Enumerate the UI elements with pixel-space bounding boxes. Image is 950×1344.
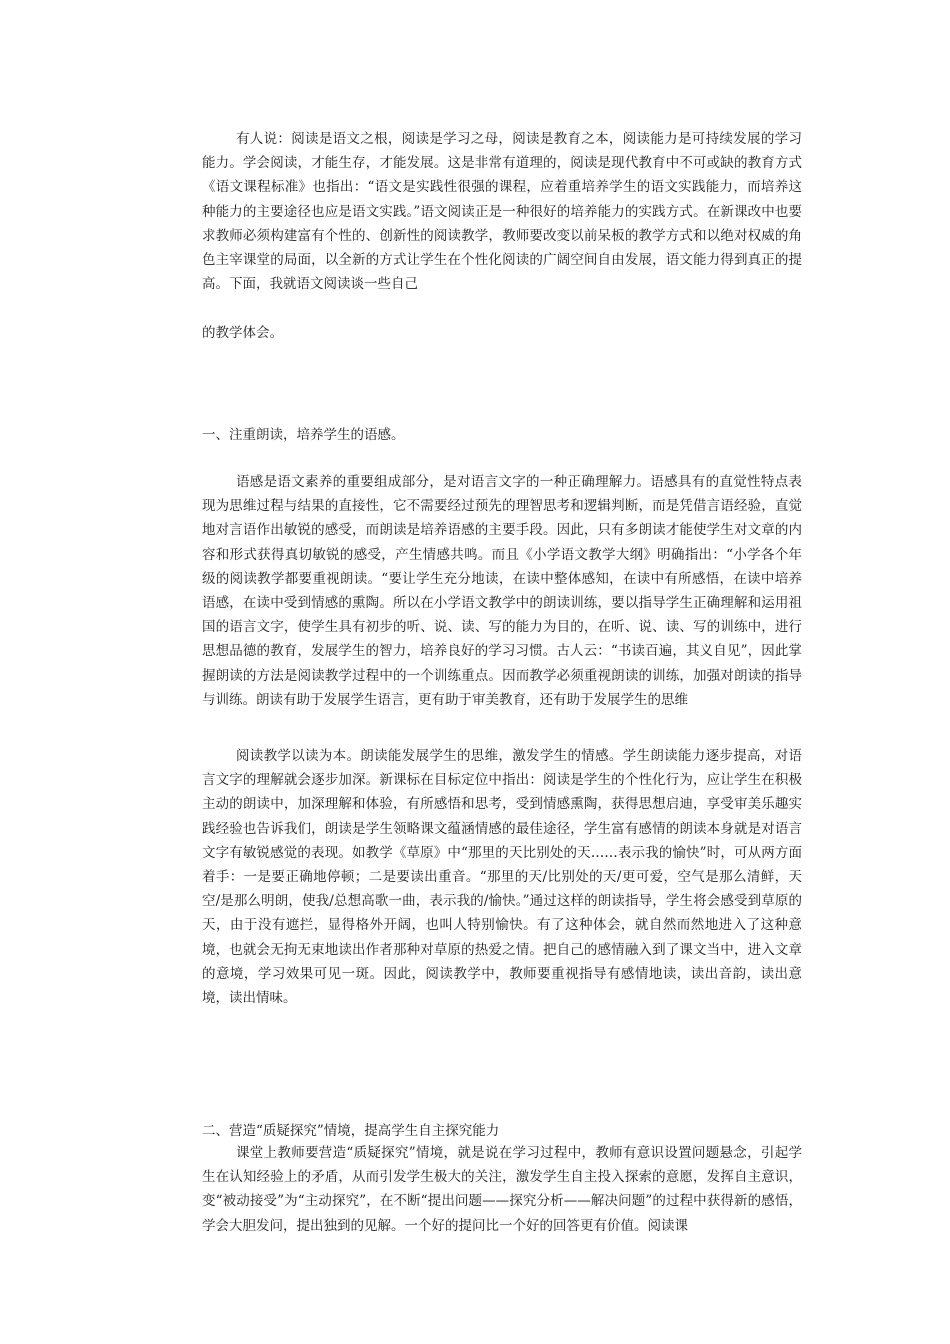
section-heading-1: 一、注重朗读，培养学生的语感。: [202, 427, 405, 443]
intro-paragraph-tail: 的教学体会。: [202, 325, 283, 341]
section-heading-2: 二、营造“质疑探究”情境，提高学生自主探究能力: [202, 1123, 500, 1139]
section-1-paragraph-1: 语感是语文素养的重要组成部分，是对语言文字的一种正确理解力。语感具有的直觉性特点表现为思维过程与结果的直接性，它不需要经过预先的理智思考和逻辑判断，而是凭借言语经验，直觉地对言语作出敏锐的感受，而朗读是培养语感的主要手段。因此，只有多朗读才能使学生对文章的内容和形式获得真切敏锐的感受，产生情感共鸣。而且《小学语文教学大纲》明确指出：“小学各个年级的阅读教学都要重视朗读。“要让学生充分地读，在读中整体感知，在读中有所感悟，在读中培养语感，在读中受到情感的熏陶。所以在小学语文教学中的朗读训练，要以指导学生正确理解和运用祖国的语言文字，使学生具有初步的听、说、读、写的能力为目的，在听、说、读、写的训练中，进行思想品德的教育，发展学生的智力，培养良好的学习习惯。古人云：“书读百遍，其义自见”，因此掌握朗读的方法是阅读教学过程中的一个训练重点。因而教学必须重视朗读的训练，加强对朗读的指导与训练。朗读有助于发展学生语言，更有助于审美教育，还有助于发展学生的思维: [202, 474, 802, 708]
intro-paragraph: 有人说：阅读是语文之根，阅读是学习之母，阅读是教育之本，阅读能力是可持续发展的学习能力。学会阅读，才能生存，才能发展。这是非常有道理的，阅读是现代教育中不可或缺的教育方式《语文课程标准》也指出：“语文是实践性很强的课程，应着重培养学生的语文实践能力，而培养这种能力的主要途径也应是语文实践。”语文阅读正是一种很好的培养能力的实践方式。在新课改中也要求教师必须构建富有个性的、创新性的阅读教学，教师要改变以前呆板的教学方式和以绝对权威的角色主宰课堂的局面，以全新的方式让学生在个性化阅读的广阔空间自由发展，语文能力得到真正的提高。下面，我就语文阅读谈一些自己: [202, 131, 802, 293]
section-1-paragraph-2: 阅读教学以读为本。朗读能发展学生的思维，激发学生的情感。学生朗读能力逐步提高，对语言文字的理解就会逐步加深。新课标在目标定位中指出：阅读是学生的个性化行为，应让学生在积极主动的朗读中，加深理解和体验，有所感悟和思考，受到情感熏陶，获得思想启迪，享受审美乐趣实践经验也告诉我们，朗读是学生领略课文蕴涵情感的最佳途径，学生富有感情的朗读本身就是对语言文字有敏锐感觉的表现。如教学《草原》中“那里的天比别处的天……表示我的愉快”时，可从两方面着手：一是要正确地停顿；二是要读出重音。“那里的天/比别处的天/更可爱，空气是那么清鲜，天空/是那么明朗，使我/总想高歌一曲，表示我的/愉快。”通过这样的朗读指导，学生将会感受到草原的天，由于没有遮拦，显得格外开阔，也叫人特别愉快。有了这种体会，就自然而然地进入了这种意境，也就会无拘无束地读出作者那种对草原的热爱之情。把自己的感情融入到了课文当中，进入文章的意境，学习效果可见一斑。因此，阅读教学中，教师要重视指导有感情地读，读出音韵，读出意境，读出情味。: [202, 748, 802, 1007]
section-2-paragraph-1: 课堂上教师要营造“质疑探究”情境，就是说在学习过程中，教师有意识设置问题悬念，引起学生在认知经验上的矛盾，从而引发学生极大的关注，激发学生自主投入探索的意愿，发挥自主意识，变“被动接受”为“主动探究”，在不断“提出问题——探究分析——解决问题”的过程中获得新的感悟，学会大胆发问，提出独到的见解。一个好的提问比一个好的回答更有价值。阅读课: [202, 1145, 802, 1234]
